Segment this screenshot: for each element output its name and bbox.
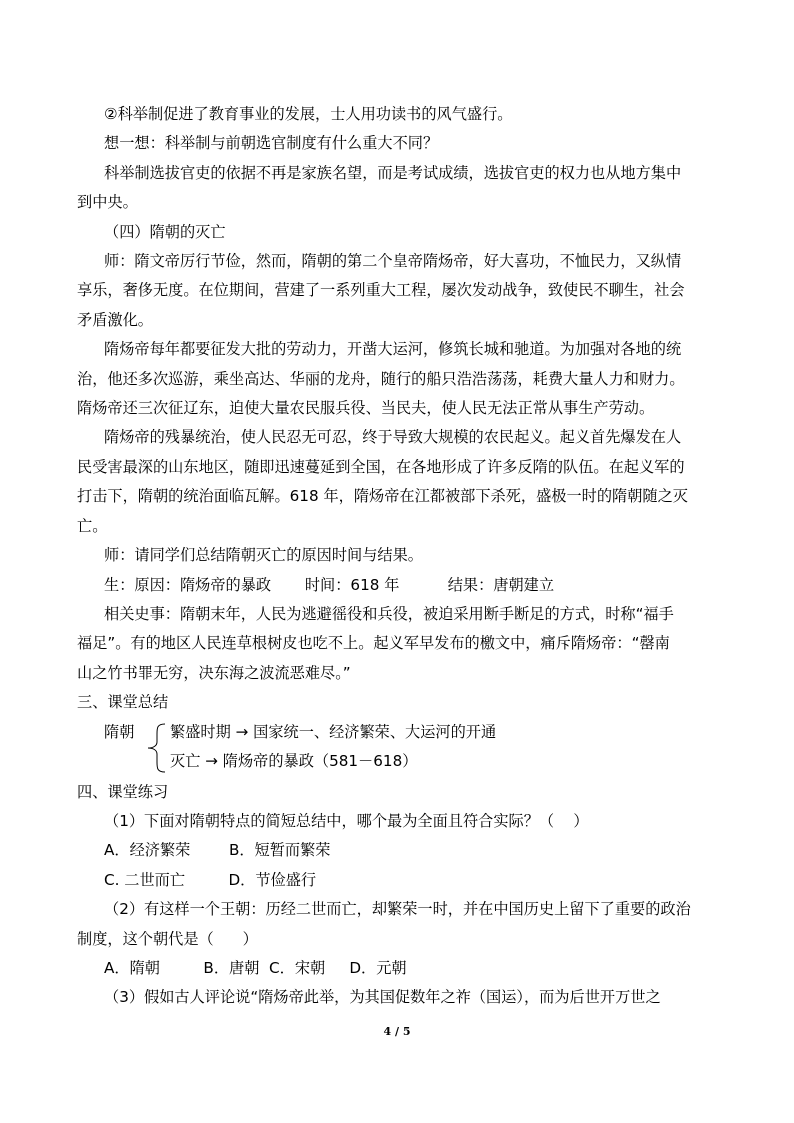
option-line: A．隋朝 B．唐朝 C．宋朝 D．元朝 — [104, 958, 407, 977]
text-line: 民受害最深的山东地区，随即迅速蔓延到全国，在各地形成了许多反隋的队伍。在起义军的 — [77, 457, 685, 476]
question-line: （3）假如古人评论说“隋炀帝此举，为其国促数年之祚（国运），而为后世开万世之 — [104, 988, 661, 1007]
text-line: ②科举制促进了教育事业的发展，士人用功读书的风气盛行。 — [104, 105, 513, 123]
text-line: 想一想：科举制与前朝选官制度有什么重大不同？ — [104, 134, 439, 153]
question-line: 制度，这个朝代是（ ） — [77, 929, 258, 948]
summary-diagram — [77, 718, 722, 778]
text-line: 科举制选拔官吏的依据不再是家族名望，而是考试成绩，选拔官吏的权力也从地方集中 — [104, 163, 682, 182]
text-line: 山之竹书罪无穷，决东海之波流恶难尽。” — [77, 663, 351, 682]
text-line: 到中央。 — [77, 193, 138, 212]
text-line: 享乐，奢侈无度。在位期间，营建了一系列重大工程，屡次发动战争，致使民不聊生，社会 — [77, 281, 685, 300]
text-line: 师：请同学们总结隋朝灭亡的原因时间与结果。 — [104, 546, 423, 565]
section-heading: 四、课堂练习 — [77, 782, 169, 801]
brace-icon — [145, 722, 167, 774]
text-line: 福足”。有的地区人民连草根树皮也吃不上。起义军早发布的檄文中，痛斥隋炀帝：“罄南 — [77, 634, 670, 653]
text-line: 打击下，隋朝的统治面临瓦解。618 年，隋炀帝在江都被部下杀死，盛极一时的隋朝随之灭 — [77, 487, 688, 506]
section-heading: （四）隋朝的灭亡 — [104, 222, 226, 241]
text-line: 治，他还多次巡游，乘坐高达、华丽的龙舟，随行的船只浩浩荡荡，耗费大量人力和财力。 — [77, 369, 685, 388]
text-line: 相关史事：隋朝末年，人民为逃避徭役和兵役，被迫采用断手断足的方式，时称“福手 — [104, 604, 674, 623]
text-line: 矛盾激化。 — [77, 310, 153, 329]
summary-row-prosperity: 繁盛时期 → 国家统一、经济繁荣、大运河的开通 — [170, 722, 497, 741]
text-line: 隋炀帝每年都要征发大批的劳动力，开凿大运河，修筑长城和驰道。为加强对各地的统 — [104, 340, 682, 359]
text-line: 隋炀帝的残暴统治，使人民忍无可忍，终于导致大规模的农民起义。起义首先爆发在人 — [104, 428, 682, 447]
page-content — [77, 100, 722, 1013]
text-line: 生：原因：隋炀帝的暴政 时间：618 年 结果：唐朝建立 — [104, 575, 555, 594]
question-line: （2）有这样一个王朝：历经二世而亡，却繁荣一时，并在中国历史上留下了重要的政治 — [104, 900, 691, 919]
summary-label: 隋朝 — [104, 722, 135, 741]
text-line: 隋炀帝还三次征辽东，迫使大量农民服兵役、当民夫，使人民无法正常从事生产劳动。 — [77, 399, 655, 418]
option-line: C. 二世而亡 D．节俭盛行 — [104, 870, 317, 889]
option-line: A．经济繁荣 B．短暂而繁荣 — [104, 841, 331, 860]
section-heading: 三、课堂总结 — [77, 693, 169, 712]
summary-row-fall: 灭亡 → 隋炀帝的暴政（581－618） — [170, 751, 418, 770]
text-line: 师：隋文帝厉行节俭，然而，隋朝的第二个皇帝隋炀帝，好大喜功，不恤民力，又纵情 — [104, 252, 682, 271]
page-number: 4 / 5 — [383, 1025, 411, 1038]
text-line: 亡。 — [77, 516, 108, 535]
question-line: （1）下面对隋朝特点的简短总结中，哪个最为全面且符合实际？（ ） — [104, 811, 589, 830]
